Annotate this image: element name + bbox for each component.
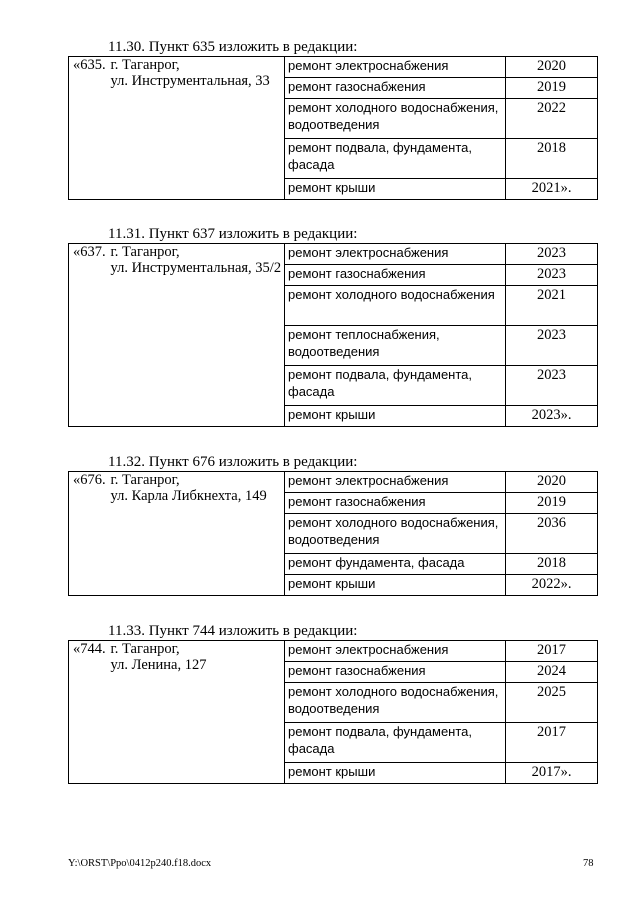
address-city: г. Таганрог, <box>110 57 180 73</box>
work-cell: ремонт электроснабжения <box>285 57 506 78</box>
year-cell: 2021». <box>506 179 598 200</box>
work-cell: ремонт электроснабжения <box>285 244 506 265</box>
footer-page-number: 78 <box>583 858 594 869</box>
footer-file-path: Y:\ORST\Ppo\0412p240.f18.docx <box>68 858 212 869</box>
work-cell: ремонт газоснабжения <box>285 493 506 514</box>
work-cell: ремонт электроснабжения <box>285 641 506 662</box>
section-table <box>68 243 598 427</box>
address-city: г. Таганрог, <box>110 244 180 260</box>
section-table <box>68 56 598 200</box>
year-cell: 2022». <box>506 575 598 596</box>
work-cell: ремонт холодного водоснабжения, водоотведения <box>285 683 506 723</box>
year-cell: 2017 <box>506 641 598 662</box>
section-heading: 11.30. Пункт 635 изложить в редакции: <box>108 39 358 55</box>
work-cell: ремонт крыши <box>285 179 506 200</box>
section-heading: 11.32. Пункт 676 изложить в редакции: <box>108 454 358 470</box>
address <box>109 641 285 784</box>
year-cell: 2023 <box>506 326 598 366</box>
section-table <box>68 471 598 596</box>
address-street: ул. Ленина, 127 <box>110 657 207 673</box>
address-street: ул. Инструментальная, 35/2 <box>110 260 282 276</box>
work-cell: ремонт холодного водоснабжения, водоотведения <box>285 514 506 554</box>
year-cell: 2019 <box>506 493 598 514</box>
address-street: ул. Инструментальная, 33 <box>110 73 270 89</box>
year-cell: 2017». <box>506 763 598 784</box>
work-cell: ремонт подвала, фундамента, фасада <box>285 366 506 406</box>
year-cell: 2023 <box>506 244 598 265</box>
section-635 <box>68 39 597 200</box>
item-number: «637. <box>69 244 109 427</box>
work-cell: ремонт газоснабжения <box>285 78 506 99</box>
year-cell: 2023 <box>506 265 598 286</box>
work-cell: ремонт электроснабжения <box>285 472 506 493</box>
year-cell: 2021 <box>506 286 598 326</box>
year-cell: 2017 <box>506 723 598 763</box>
year-cell: 2023». <box>506 406 598 427</box>
item-number: «744. <box>69 641 109 784</box>
year-cell: 2020 <box>506 472 598 493</box>
year-cell: 2024 <box>506 662 598 683</box>
year-cell: 2020 <box>506 57 598 78</box>
section-676 <box>68 454 597 596</box>
address-city: г. Таганрог, <box>110 641 180 657</box>
section-744 <box>68 623 597 784</box>
year-cell: 2023 <box>506 366 598 406</box>
work-cell: ремонт газоснабжения <box>285 265 506 286</box>
work-cell: ремонт теплоснабжения, водоотведения <box>285 326 506 366</box>
item-number: «635. <box>69 57 109 200</box>
work-cell: ремонт крыши <box>285 763 506 784</box>
year-cell: 2036 <box>506 514 598 554</box>
work-cell: ремонт подвала, фундамента, фасада <box>285 723 506 763</box>
year-cell: 2018 <box>506 554 598 575</box>
year-cell: 2025 <box>506 683 598 723</box>
address <box>109 57 285 200</box>
section-heading: 11.31. Пункт 637 изложить в редакции: <box>108 226 358 242</box>
work-cell: ремонт холодного водоснабжения, водоотведения <box>285 99 506 139</box>
work-cell: ремонт газоснабжения <box>285 662 506 683</box>
work-cell: ремонт крыши <box>285 575 506 596</box>
year-cell: 2019 <box>506 78 598 99</box>
section-heading: 11.33. Пункт 744 изложить в редакции: <box>108 623 358 639</box>
year-cell: 2022 <box>506 99 598 139</box>
address-city: г. Таганрог, <box>110 472 180 488</box>
address-street: ул. Карла Либкнехта, 149 <box>110 488 267 504</box>
work-cell: ремонт фундамента, фасада <box>285 554 506 575</box>
item-number: «676. <box>69 472 109 596</box>
section-637 <box>68 226 597 427</box>
work-cell: ремонт крыши <box>285 406 506 427</box>
section-table <box>68 640 598 784</box>
work-cell: ремонт подвала, фундамента, фасада <box>285 139 506 179</box>
address <box>109 244 285 427</box>
year-cell: 2018 <box>506 139 598 179</box>
address <box>109 472 285 596</box>
work-cell: ремонт холодного водоснабжения <box>285 286 506 326</box>
